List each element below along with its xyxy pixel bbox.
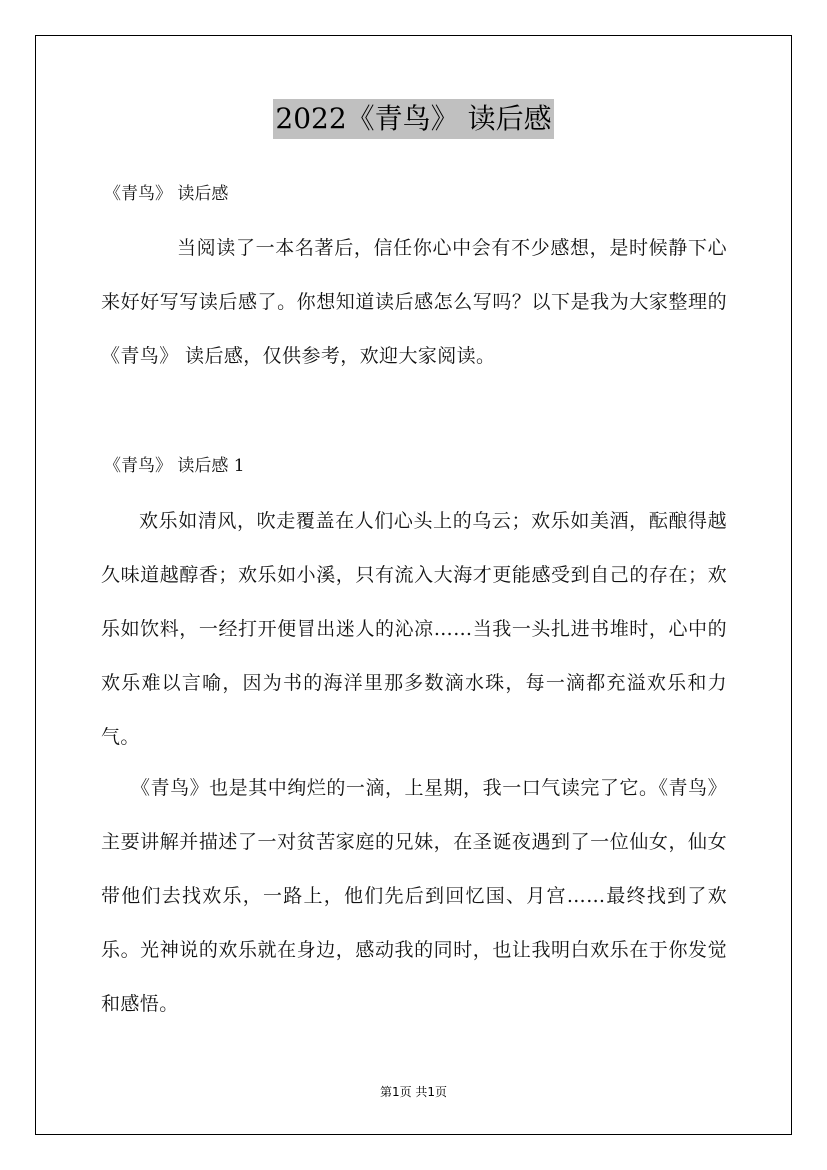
- section-heading: 《青鸟》 读后感 1: [104, 456, 245, 476]
- body-paragraph-2: 《青鸟》也是其中绚烂的一滴，上星期，我一口气读完了它。《青鸟》主要讲解并描述了一对贫苦家庭的兄妹，在圣诞夜遇到了一位仙女，仙女带他们去找欢乐，一路上，他们先后到回忆国、月宫……最终找到了欢乐。光神说的欢乐就在身边，感动我的同时，也让我明白欢乐在于你发觉和感悟。: [101, 777, 727, 1015]
- intro-paragraph: 当阅读了一本名著后，信任你心中会有不少感想，是时候静下心来好好写写读后感了。你想知道读后感怎么写吗？以下是我为大家整理的《青鸟》 读后感，仅供参考，欢迎大家阅读。: [101, 237, 727, 367]
- title-container: [0, 99, 827, 139]
- body-paragraph-1: 欢乐如清风，吹走覆盖在人们心头上的乌云；欢乐如美酒，酝酿得越久味道越醇香；欢乐如小溪，只有流入大海才更能感受到自己的存在；欢乐如饮料，一经打开便冒出迷人的沁凉……当我一头扎进书堆时，心中的欢乐难以言喻，因为书的海洋里那多数滴水珠，每一滴都充溢欢乐和力气。: [101, 510, 727, 748]
- subtitle: 《青鸟》 读后感: [104, 184, 229, 204]
- page-footer: 第1页 共1页: [379, 1085, 448, 1099]
- document-title: 2022《青鸟》 读后感: [273, 99, 553, 139]
